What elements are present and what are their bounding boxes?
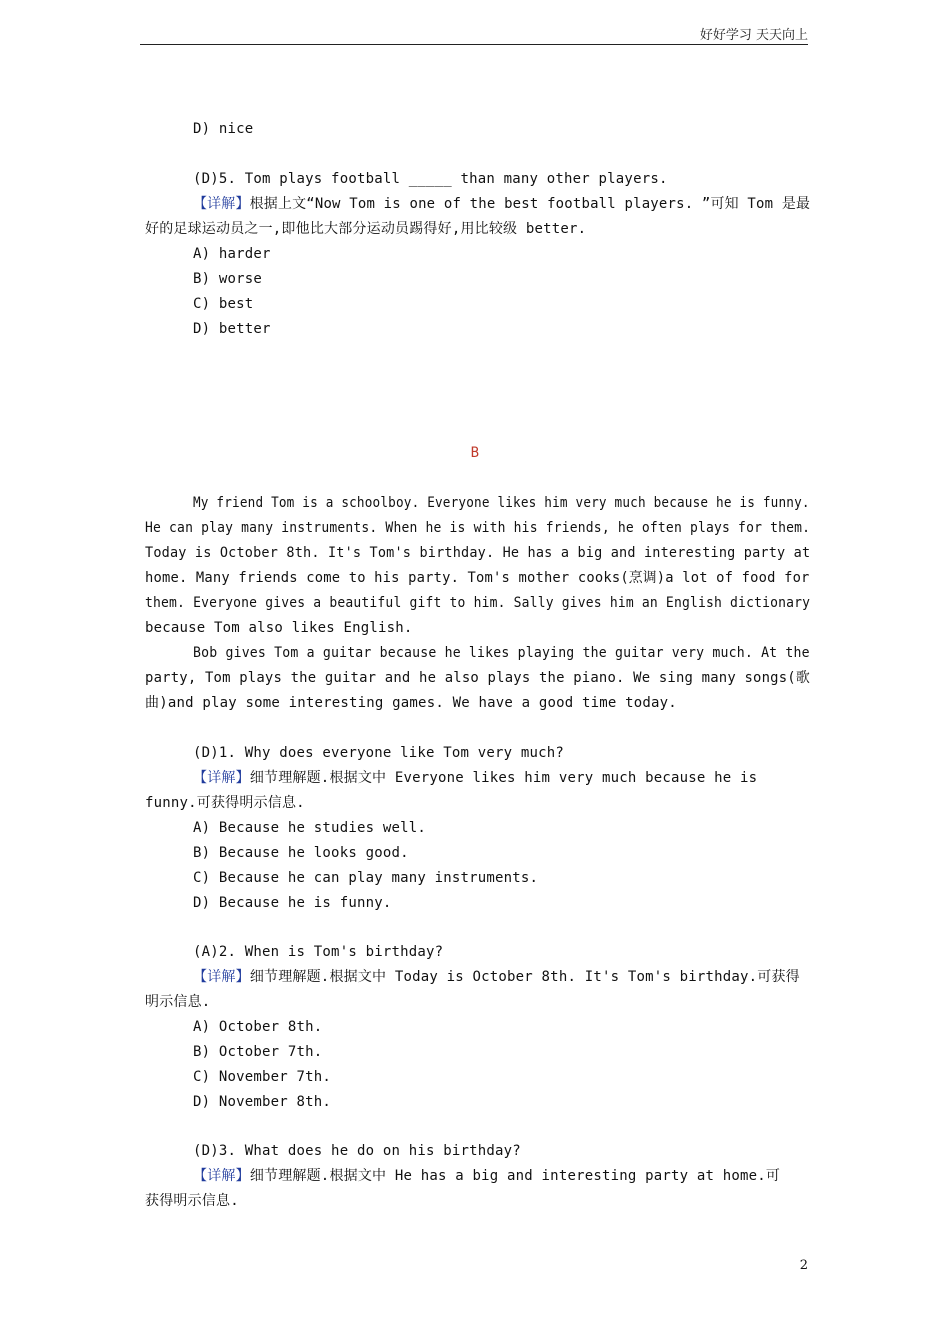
passage-line: Today is October 8th. It's Tom's birthday. He has a big and interesting party at (145, 545, 811, 561)
q5-option-b: B) worse (193, 271, 263, 287)
q3-explain-tag: 【详解】 (193, 1168, 250, 1184)
q1-explain-line-1 (193, 769, 757, 787)
page-number: 2 (799, 1258, 808, 1273)
passage-line: party, Tom plays the guitar and he also plays the piano. We sing many songs(歌 (145, 670, 810, 686)
passage-line: Bob gives Tom a guitar because he likes playing the guitar very much. At the (193, 645, 810, 661)
q1-option-a: A) Because he studies well. (193, 820, 426, 836)
q2-explain-text-1: 细节理解题.根据文中 Today is October 8th. It's Tom's birthday.可获得 (249, 969, 800, 985)
q5-option-d: D) better (193, 321, 271, 337)
header-rule (140, 44, 808, 45)
q1-explain-tag: 【详解】 (193, 770, 250, 786)
passage-line: because Tom also likes English. (145, 620, 413, 636)
q3-explain-line-1 (193, 1167, 780, 1185)
q5-option-a: A) harder (193, 246, 271, 262)
q2-explain-line-1 (193, 968, 800, 986)
q2-option-c: C) November 7th. (193, 1069, 332, 1085)
q1-option-c: C) Because he can play many instruments. (193, 870, 539, 886)
passage-line: 曲)and play some interesting games. We have a good time today. (145, 695, 677, 711)
passage-line: them. Everyone gives a beautiful gift to him. Sally gives him an English dictionary (145, 595, 811, 611)
q5-option-c: C) best (193, 296, 254, 312)
section-title: B (470, 445, 480, 461)
q2-stem: (A)2. When is Tom's birthday? (193, 944, 444, 960)
q2-explain-tag: 【详解】 (193, 969, 250, 985)
passage-line: home. Many friends come to his party. Tom's mother cooks(烹调)a lot of food for (145, 570, 810, 586)
q2-option-a: A) October 8th. (193, 1019, 323, 1035)
q2-option-b: B) October 7th. (193, 1044, 323, 1060)
page-header: 好好学习 天天向上 (699, 28, 808, 43)
prev-option-d: D) nice (193, 121, 254, 137)
q1-option-b: B) Because he looks good. (193, 845, 409, 861)
q5-explain-text-1: 根据上文“Now Tom is one of the best football players. ”可知 Tom 是最 (249, 196, 811, 212)
q5-stem: (D)5. Tom plays football _____ than many other players. (193, 171, 668, 187)
q5-explain-line-1 (193, 195, 810, 213)
q2-explain-line-2: 明示信息. (145, 994, 211, 1010)
q3-stem: (D)3. What does he do on his birthday? (193, 1143, 521, 1159)
q1-explain-text-1: 细节理解题.根据文中 Everyone likes him very much because he is (249, 770, 758, 786)
q1-explain-line-2: funny.可获得明示信息. (145, 795, 305, 811)
q2-option-d: D) November 8th. (193, 1094, 332, 1110)
q5-explain-line-2: 好的足球运动员之一,即他比大部分运动员踢得好,用比较级 better. (145, 221, 587, 237)
q3-explain-line-2: 获得明示信息. (145, 1193, 239, 1209)
passage-line: My friend Tom is a schoolboy. Everyone likes him very much because he is funny. (193, 495, 810, 511)
q1-option-d: D) Because he is funny. (193, 895, 392, 911)
q3-explain-text-1: 细节理解题.根据文中 He has a big and interesting party at home.可 (249, 1168, 781, 1184)
passage-line: He can play many instruments. When he is with his friends, he often plays for them. (145, 520, 811, 536)
q5-explain-tag: 【详解】 (193, 196, 250, 212)
q1-stem: (D)1. Why does everyone like Tom very much? (193, 745, 565, 761)
